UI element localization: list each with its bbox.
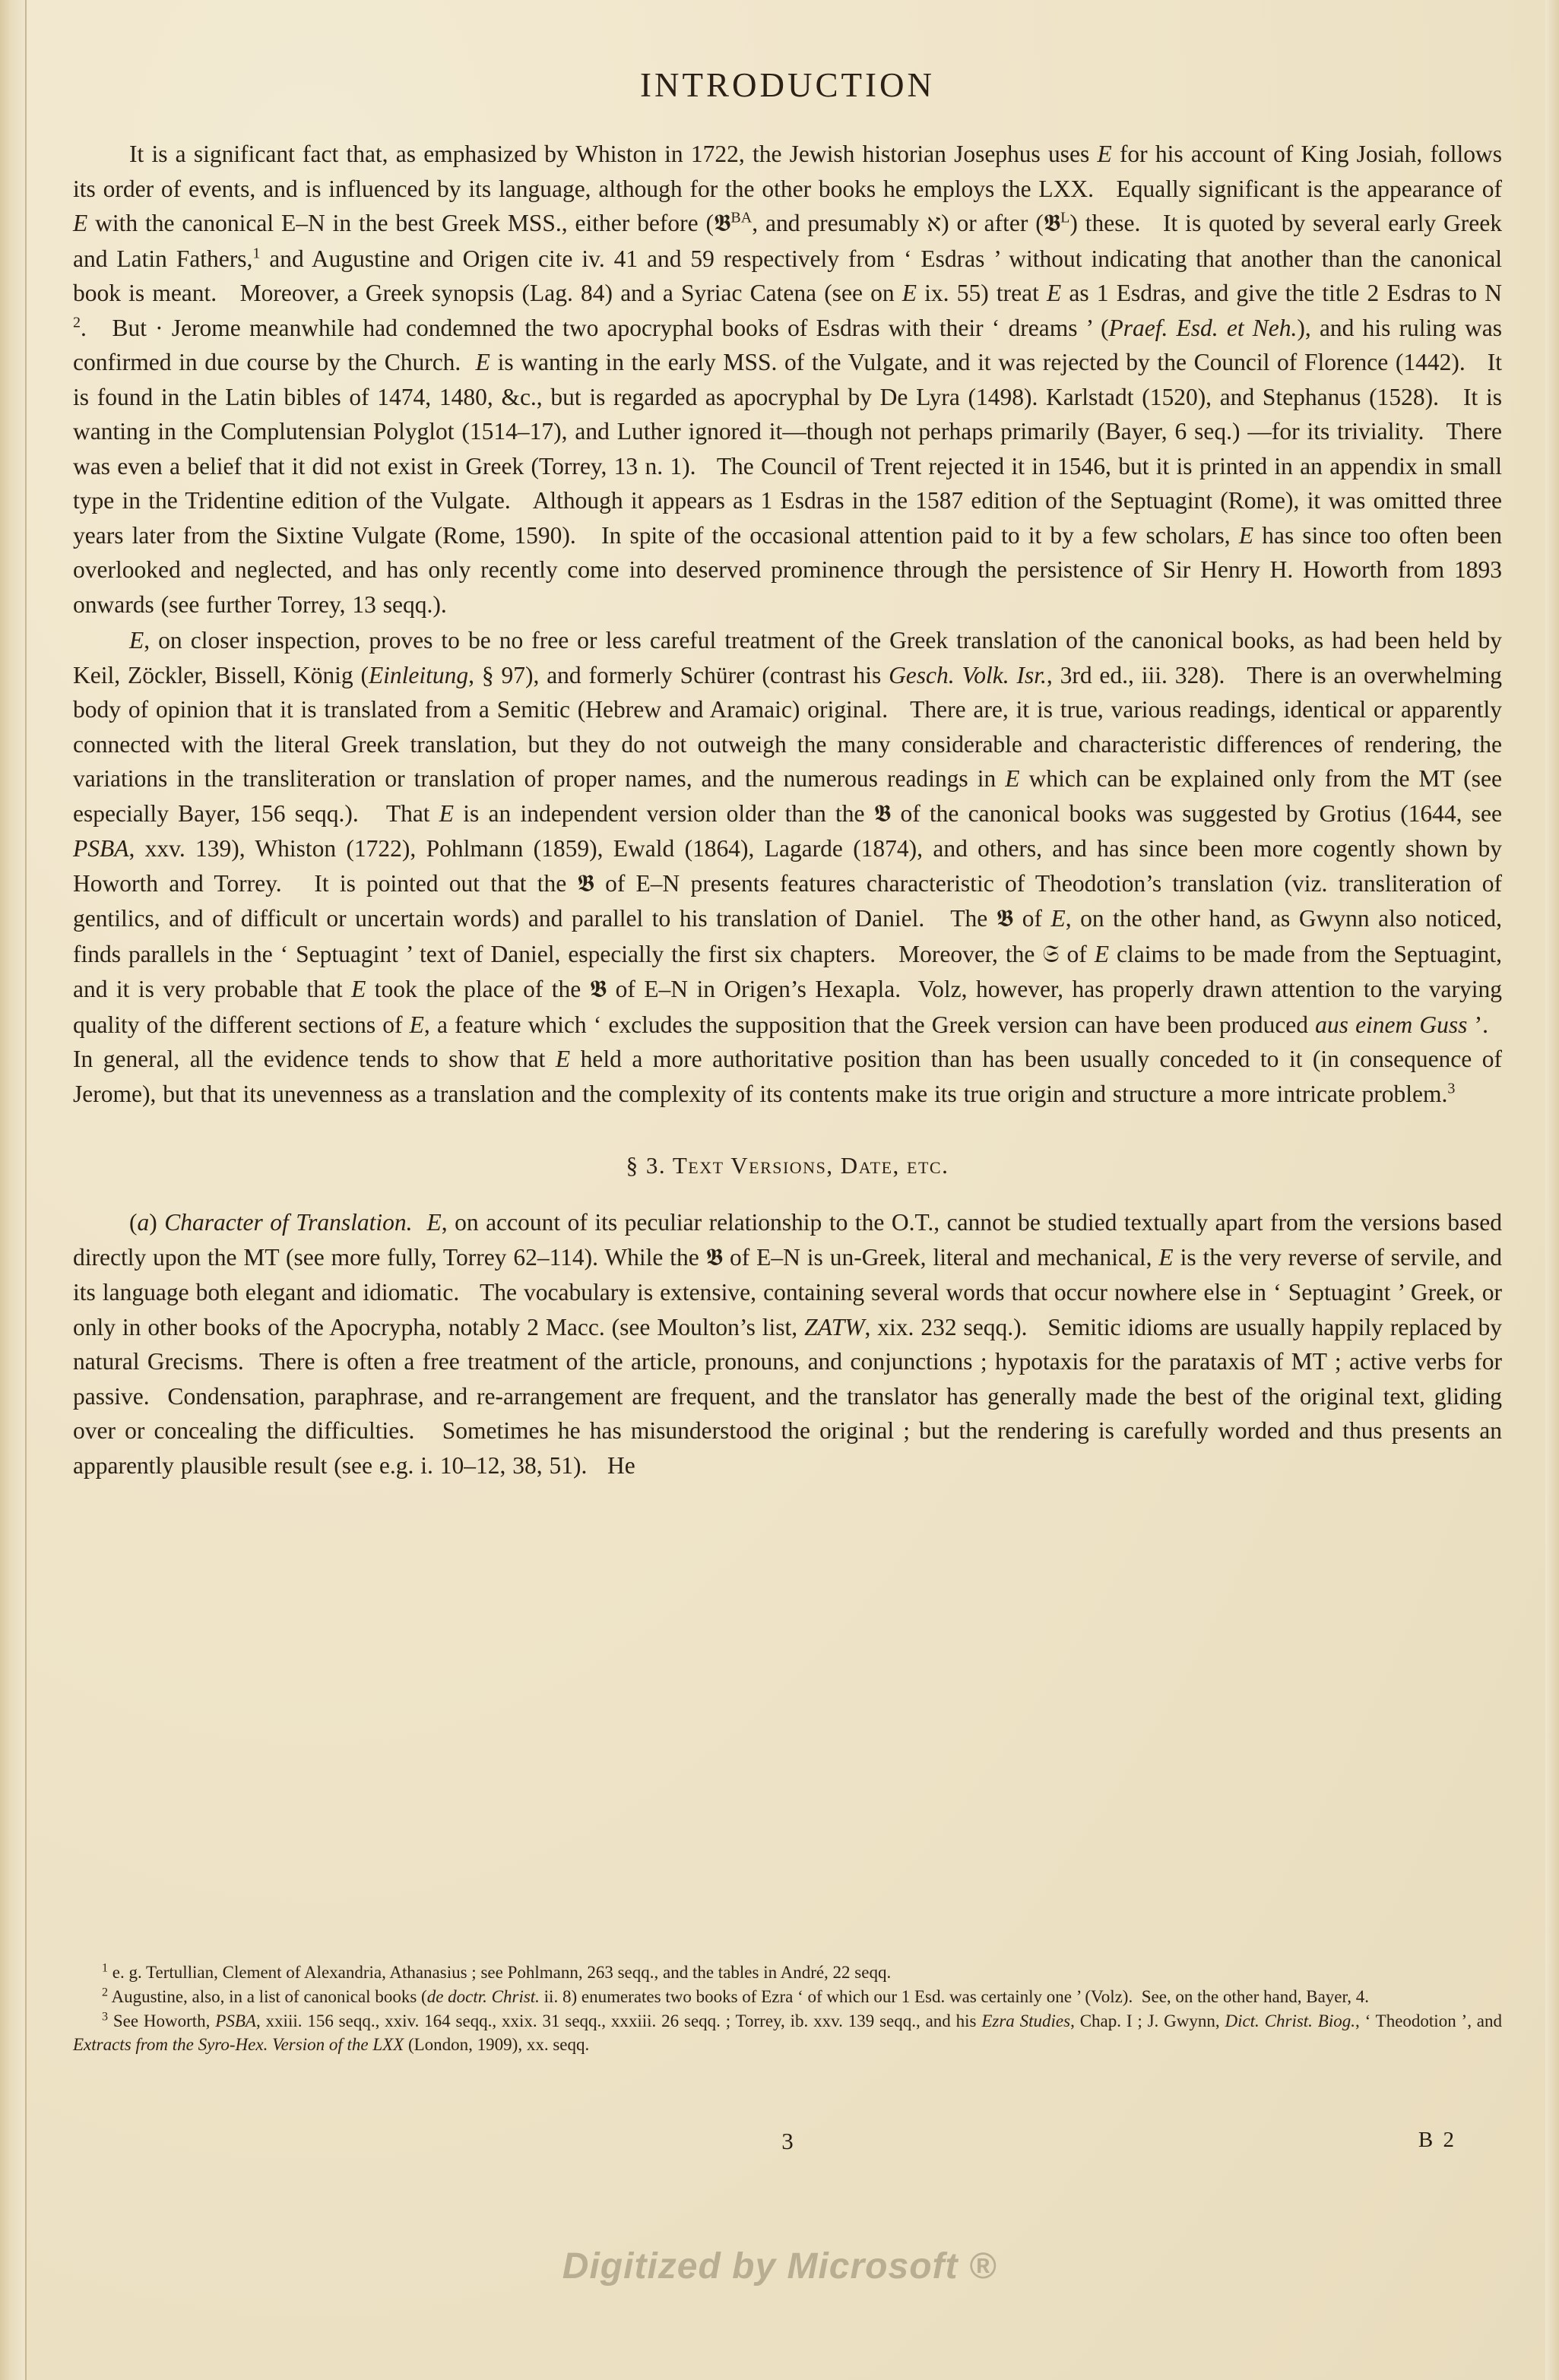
page-left-edge-shadow — [0, 0, 26, 2380]
page-right-edge-shadow — [1545, 0, 1559, 2380]
page-content — [73, 65, 1502, 1484]
footnotes-block — [73, 1961, 1502, 2057]
paragraph-2: E, on closer inspection, proves to be no free or less careful treatment of the Greek translation of the canonical books, as had been held by Keil, Zöckler, Bissell, König (Einleitung, § 97), and formerly Schürer (contrast his Gesch. Volk. Isr., 3rd ed., iii. 328). There is an overwhelming body of opinion that it is translated from a Semitic (Hebrew and Aramaic) original. There are, it is true, various readings, identical or apparently connected with the literal Greek translation, but they do not outweigh the many considerable and characteristic differences of rendering, the variations in the transliteration or translation of proper names, and the numerous readings in E which can be explained only from the MT (see especially Bayer, 156 seqq.). That E is an independent version older than the 𝕭 of the canonical books was suggested by Grotius (1644, see PSBA, xxv. 139), Whiston (1722), Pohlmann (1859), Ewald (1864), Lagarde (1874), and others, and has since been more cogently shown by Howorth and Torrey. It is pointed out that the 𝕭 of E–N presents features characteristic of Theodotion’s translation (viz. transliteration of gentilics, and of difficult or uncertain words) and parallel to his translation of Daniel. The 𝕭 of E, on the other hand, as Gwynn also noticed, finds parallels in the ‘ Septuagint ’ text of Daniel, especially the first six chapters. Moreover, the 𝔖 of E claims to be made from the Septuagint, and it is very probable that E took the place of the 𝕭 of E–N in Origen’s Hexapla. Volz, however, has properly drawn attention to the varying quality of the different sections of E, a feature which ‘ excludes the supposition that the Greek version can have been produced aus einem Guss ’. In general, all the evidence tends to show that E held a more authoritative position than has been usually conceded to it (in consequence of Jerome), but that its unevenness as a translation and the complexity of its contents make its true origin and structure a more intricate problem.$^3$ — [73, 627, 1503, 1107]
footnote-text-3: See Howorth, PSBA, xxiii. 156 seqq., xxiv. 164 seqq., xxix. 31 seqq., xxxiii. 26 seqq. ; Torrey, ib. xxv. 139 seqq., and his Ezra Studies, Chap. I ; J. Gwynn, Dict. Christ. Biog., ‘ Theodotion ’, and Extracts from the Syro-Hex. Version of the LXX (London, 1909), xx. seqq. — [73, 2011, 1503, 2054]
paragraph-3: (a) Character of Translation. E, on account of its peculiar relationship to the O.T., cannot be studied textually apart from the versions based directly upon the MT (see more fully, Torrey 62–114). While the 𝕭 of E–N is un-Greek, literal and mechanical, E is the very reverse of servile, and its language both elegant and idiomatic. The vocabulary is extensive, containing several words that occur nowhere else in ‘ Septuagint ’ Greek, or only in other books of the Apocrypha, notably 2 Macc. (see Moulton’s list, ZATW, xix. 232 seqq.). Semitic idioms are usually happily replaced by natural Grecisms. There is often a free treatment of the article, pronouns, and conjunctions ; hypotaxis for the parataxis of MT ; active verbs for passive. Condensation, paraphrase, and re-arrangement are frequent, and the translator has generally made the best of the original text, gliding over or concealing the difficulties. Sometimes he has misunderstood the original ; but the rendering is carefully worded and thus presents an apparently plausible result (see e.g. i. 10–12, 38, 51). He — [73, 1209, 1503, 1479]
page-title: INTRODUCTION — [640, 66, 935, 104]
page-number: 3 — [781, 2128, 794, 2154]
paragraph-1: It is a significant fact that, as emphasized by Whiston in 1722, the Jewish historian Josephus uses E for his account of King Josiah, follows its order of events, and is influenced by its language, although for the other books he employs the LXX. Equally significant is the appearance of E with the canonical E–N in the best Greek MSS., either before (𝕭$^{BA}$, and presumably א) or after (𝕭$^L$) these. It is quoted by several early Greek and Latin Fathers,$^1$ and Augustine and Origen cite iv. 41 and 59 respectively from ‘ Esdras ’ without indicating that another than the canonical book is meant. Moreover, a Greek synopsis (Lag. 84) and a Syriac Catena (see on E ix. 55) treat E as 1 Esdras, and give the title 2 Esdras to N $^2$. But · Jerome meanwhile had condemned the two apocryphal books of Esdras with their ‘ dreams ’ (Praef. Esd. et Neh.), and his ruling was confirmed in due course by the Church. E is wanting in the early MSS. of the Vulgate, and it was rejected by the Council of Florence (1442). It is found in the Latin bibles of 1474, 1480, &c., but is regarded as apocryphal by De Lyra (1498). Karlstadt (1520), and Stephanus (1528). It is wanting in the Complutensian Polyglot (1514–17), and Luther ignored it—though not perhaps primarily (Bayer, 6 seq.) —for its triviality. There was even a belief that it did not exist in Greek (Torrey, 13 n. 1). The Council of Trent rejected it in 1546, but it is printed in an appendix in small type in the Tridentine edition of the Vulgate. Although it appears as 1 Esdras in the 1587 edition of the Septuagint (Rome), it was omitted three years later from the Sixtine Vulgate (Rome, 1590). In spite of the occasional attention paid to it by a few scholars, E has since too often been overlooked and neglected, and has only recently come into deserved prominence through the persistence of Sir Henry H. Howorth from 1893 onwards (see further Torrey, 13 seqq.). — [73, 141, 1502, 618]
section-heading: § 3. Text Versions, Date, etc. — [626, 1152, 949, 1179]
scan-watermark: Digitized by Microsoft ® — [562, 2246, 997, 2287]
page-footer — [73, 2128, 1502, 2158]
footnote-marker-2: 2 — [102, 1986, 108, 1999]
signature-mark: B 2 — [1418, 2128, 1456, 2152]
page-left-border-line — [25, 0, 27, 2380]
footnote-3 — [73, 2009, 1502, 2056]
footnote-text-1: e. g. Tertullian, Clement of Alexandria, Athanasius ; see Pohlmann, 263 seqq., and the tables in André, 22 seqq. — [112, 1963, 892, 1982]
footnote-1 — [73, 1961, 1502, 1984]
footnote-text-2: Augustine, also, in a list of canonical books (de doctr. Christ. ii. 8) enumerates two books of Ezra ‘ of which our 1 Esd. was certainly one ’ (Volz). See, on the other hand, Bayer, 4. — [111, 1987, 1369, 2006]
footnote-2 — [73, 1985, 1502, 2008]
footnote-marker-3: 3 — [102, 2010, 108, 2024]
footnote-marker-1: 1 — [102, 1961, 108, 1975]
